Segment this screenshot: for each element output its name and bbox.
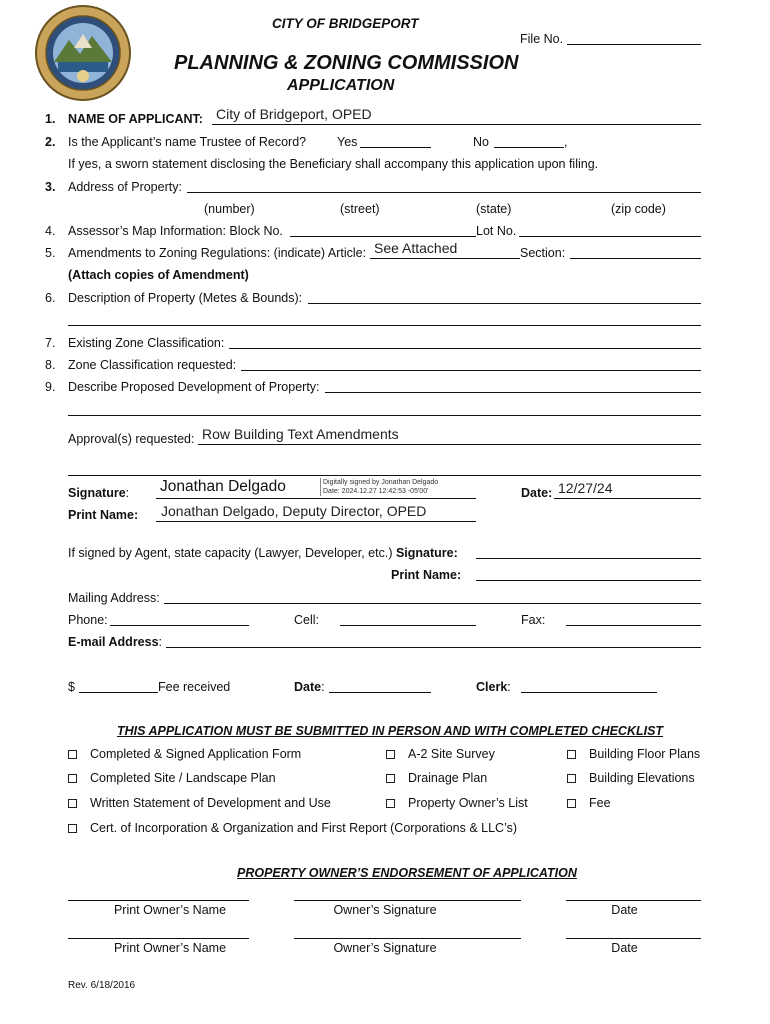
q3-state-caption: (state) xyxy=(476,202,512,216)
description-field-2[interactable] xyxy=(68,325,701,326)
owner-signature-caption: Owner’s Signature xyxy=(333,941,437,955)
checkbox-elevations[interactable] xyxy=(567,774,576,783)
q2-comma: , xyxy=(564,135,568,149)
q3-label: Address of Property: xyxy=(68,180,182,194)
dollar-sign: $ xyxy=(68,680,75,694)
mailing-address-field[interactable] xyxy=(164,603,701,604)
article-value: See Attached xyxy=(374,240,458,256)
agent-signature-label: Signature: xyxy=(395,546,458,560)
cell-label: Cell: xyxy=(294,613,320,627)
owner-date-caption: Date xyxy=(611,941,638,955)
applicant-name-value: City of Bridgeport, OPED xyxy=(216,106,372,122)
date-label-text: Date xyxy=(521,486,549,500)
q3-zip-caption: (zip code) xyxy=(611,202,666,216)
owner-signature-caption: Owner’s Signature xyxy=(333,903,437,917)
clerk-field[interactable] xyxy=(521,692,657,693)
q9-label: Describe Proposed Development of Property: xyxy=(68,380,320,394)
signature-label-text: Signature xyxy=(68,486,126,500)
checkbox-owners-list[interactable] xyxy=(386,799,395,808)
q2-no-label: No xyxy=(473,135,489,149)
fee-date-label-text: Date xyxy=(294,680,322,694)
development-field-1[interactable] xyxy=(325,392,701,393)
digital-signature-line-2: Date: 2024.12.27 12:42:53 -05'00' xyxy=(323,488,429,495)
article-field[interactable] xyxy=(370,258,520,259)
lot-no-field[interactable] xyxy=(519,236,701,237)
q7-number: 7. xyxy=(45,336,56,350)
email-label xyxy=(68,635,162,649)
development-field-2[interactable] xyxy=(68,415,701,416)
approval-label: Approval(s) requested: xyxy=(68,432,195,446)
checklist-item: Fee xyxy=(589,796,611,810)
checklist-item: Building Floor Plans xyxy=(589,747,701,761)
revision-date: Rev. 6/18/2016 xyxy=(68,980,136,991)
checklist-item: Building Elevations xyxy=(589,771,695,785)
owner-date-caption: Date xyxy=(611,903,638,917)
clerk-label-colon: : xyxy=(507,680,511,694)
block-no-field[interactable] xyxy=(290,236,476,237)
owner-date-field-1[interactable] xyxy=(566,900,701,901)
q4-lot-label: Lot No. xyxy=(476,224,517,238)
print-name-value: Jonathan Delgado, Deputy Director, OPED xyxy=(161,503,427,519)
checkbox-landscape-plan[interactable] xyxy=(68,774,77,783)
q8-number: 8. xyxy=(45,358,56,372)
checklist-item: Drainage Plan xyxy=(408,771,488,785)
q7-label: Existing Zone Classification: xyxy=(68,336,225,350)
email-label-colon: : xyxy=(158,635,163,649)
q2-note: If yes, a sworn statement disclosing the Beneficiary shall accompany this application upon filing. xyxy=(68,157,599,171)
applicant-name-field[interactable] xyxy=(212,124,701,125)
file-no-field[interactable] xyxy=(567,44,701,45)
city-name: CITY OF BRIDGEPORT xyxy=(272,16,419,31)
agent-line xyxy=(68,546,458,560)
signature-colon: : xyxy=(125,486,130,500)
page-title: PLANNING & ZONING COMMISSION xyxy=(174,52,519,74)
q3-number-caption: (number) xyxy=(204,202,255,216)
fee-received-label: Fee received xyxy=(158,680,231,694)
checkbox-fee[interactable] xyxy=(567,799,576,808)
phone-label: Phone: xyxy=(68,613,108,627)
q5-note: (Attach copies of Amendment) xyxy=(68,268,249,282)
q6-label: Description of Property (Metes & Bounds): xyxy=(68,291,303,305)
approval-value: Row Building Text Amendments xyxy=(202,426,399,442)
q2-no-field[interactable] xyxy=(494,147,564,148)
checklist-heading: THIS APPLICATION MUST BE SUBMITTED IN PERSON AND WITH COMPLETED CHECKLIST xyxy=(117,724,664,738)
approval-field-2[interactable] xyxy=(68,475,701,476)
q9-number: 9. xyxy=(45,380,56,394)
owner-signature-field-1[interactable] xyxy=(294,900,521,901)
owner-signature-field-2[interactable] xyxy=(294,938,521,939)
date-label xyxy=(521,486,552,500)
fax-field[interactable] xyxy=(566,625,701,626)
q2-yes-field[interactable] xyxy=(360,147,431,148)
section-field[interactable] xyxy=(570,258,701,259)
q1-number: 1. xyxy=(45,112,56,126)
checklist-item: Written Statement of Development and Use xyxy=(90,796,331,810)
checkbox-site-survey[interactable] xyxy=(386,750,395,759)
phone-field[interactable] xyxy=(110,625,249,626)
date-label-colon: : xyxy=(548,486,553,500)
q4-label: Assessor’s Map Information: Block No. xyxy=(68,224,283,238)
fee-date-field[interactable] xyxy=(329,692,431,693)
signature-field[interactable] xyxy=(156,498,476,499)
checklist-item: Cert. of Incorporation & Organization and First Report (Corporations & LLC’s) xyxy=(90,821,518,835)
agent-print-name-field[interactable] xyxy=(476,580,701,581)
q3-number: 3. xyxy=(45,180,56,194)
mailing-address-label: Mailing Address: xyxy=(68,591,160,605)
page-subtitle: APPLICATION xyxy=(287,77,395,94)
approval-field-1[interactable] xyxy=(198,444,701,445)
checkbox-floor-plans[interactable] xyxy=(567,750,576,759)
print-name-field[interactable] xyxy=(156,521,476,522)
fee-date-label-colon: : xyxy=(321,680,325,694)
q5-section-label: Section: xyxy=(520,246,566,260)
q3-street-caption: (street) xyxy=(340,202,380,216)
email-label-text: E-mail Address xyxy=(68,635,159,649)
q6-number: 6. xyxy=(45,291,56,305)
q2-yes-label: Yes xyxy=(337,135,358,149)
email-field[interactable] xyxy=(166,647,701,648)
checklist-item: Property Owner’s List xyxy=(408,796,528,810)
file-no-label: File No. xyxy=(520,32,564,46)
digital-signature-line-1: Digitally signed by Jonathan Delgado xyxy=(323,479,439,486)
owner-print-name-caption: Print Owner’s Name xyxy=(113,903,227,917)
clerk-label xyxy=(476,680,511,694)
existing-zone-field[interactable] xyxy=(229,348,701,349)
q5-label: Amendments to Zoning Regulations: (indicate) Article: xyxy=(68,246,367,260)
owner-print-name-field-1[interactable] xyxy=(68,900,249,901)
q1-label: NAME OF APPLICANT: xyxy=(68,112,203,126)
q2-label: Is the Applicant’s name Trustee of Record? xyxy=(68,135,307,149)
q4-number: 4. xyxy=(45,224,56,238)
checkbox-written-statement[interactable] xyxy=(68,799,77,808)
owner-print-name-field-2[interactable] xyxy=(68,938,249,939)
checkbox-incorporation[interactable] xyxy=(68,824,77,833)
owner-endorsement-heading: PROPERTY OWNER’S ENDORSEMENT OF APPLICATION xyxy=(237,866,577,880)
date-value: 12/27/24 xyxy=(558,480,613,496)
signature-value: Jonathan Delgado xyxy=(160,478,286,495)
checkbox-application-form[interactable] xyxy=(68,750,77,759)
signature-label xyxy=(68,486,129,500)
agent-text: If signed by Agent, state capacity (Lawyer, Developer, etc.) xyxy=(68,546,393,560)
agent-print-name-label: Print Name: xyxy=(391,568,462,582)
q2-number: 2. xyxy=(45,135,56,149)
checklist-item: A-2 Site Survey xyxy=(408,747,495,761)
fee-amount-field[interactable] xyxy=(79,692,158,693)
owner-date-field-2[interactable] xyxy=(566,938,701,939)
q8-label: Zone Classification requested: xyxy=(68,358,237,372)
date-field[interactable] xyxy=(554,498,701,499)
digital-signature-note xyxy=(320,478,438,496)
property-address-field[interactable] xyxy=(187,192,701,193)
print-name-label: Print Name: xyxy=(68,508,139,522)
description-field-1[interactable] xyxy=(308,303,701,304)
fee-date-label xyxy=(294,680,325,694)
owner-print-name-caption: Print Owner’s Name xyxy=(113,941,227,955)
city-seal-icon xyxy=(34,4,132,102)
cell-field[interactable] xyxy=(340,625,476,626)
checklist-item: Completed Site / Landscape Plan xyxy=(90,771,276,785)
fax-label: Fax: xyxy=(521,613,546,627)
checkbox-drainage-plan[interactable] xyxy=(386,774,395,783)
clerk-label-text: Clerk xyxy=(476,680,508,694)
checklist-item: Completed & Signed Application Form xyxy=(90,747,302,761)
zone-requested-field[interactable] xyxy=(241,370,701,371)
agent-signature-field[interactable] xyxy=(476,558,701,559)
q5-number: 5. xyxy=(45,246,56,260)
